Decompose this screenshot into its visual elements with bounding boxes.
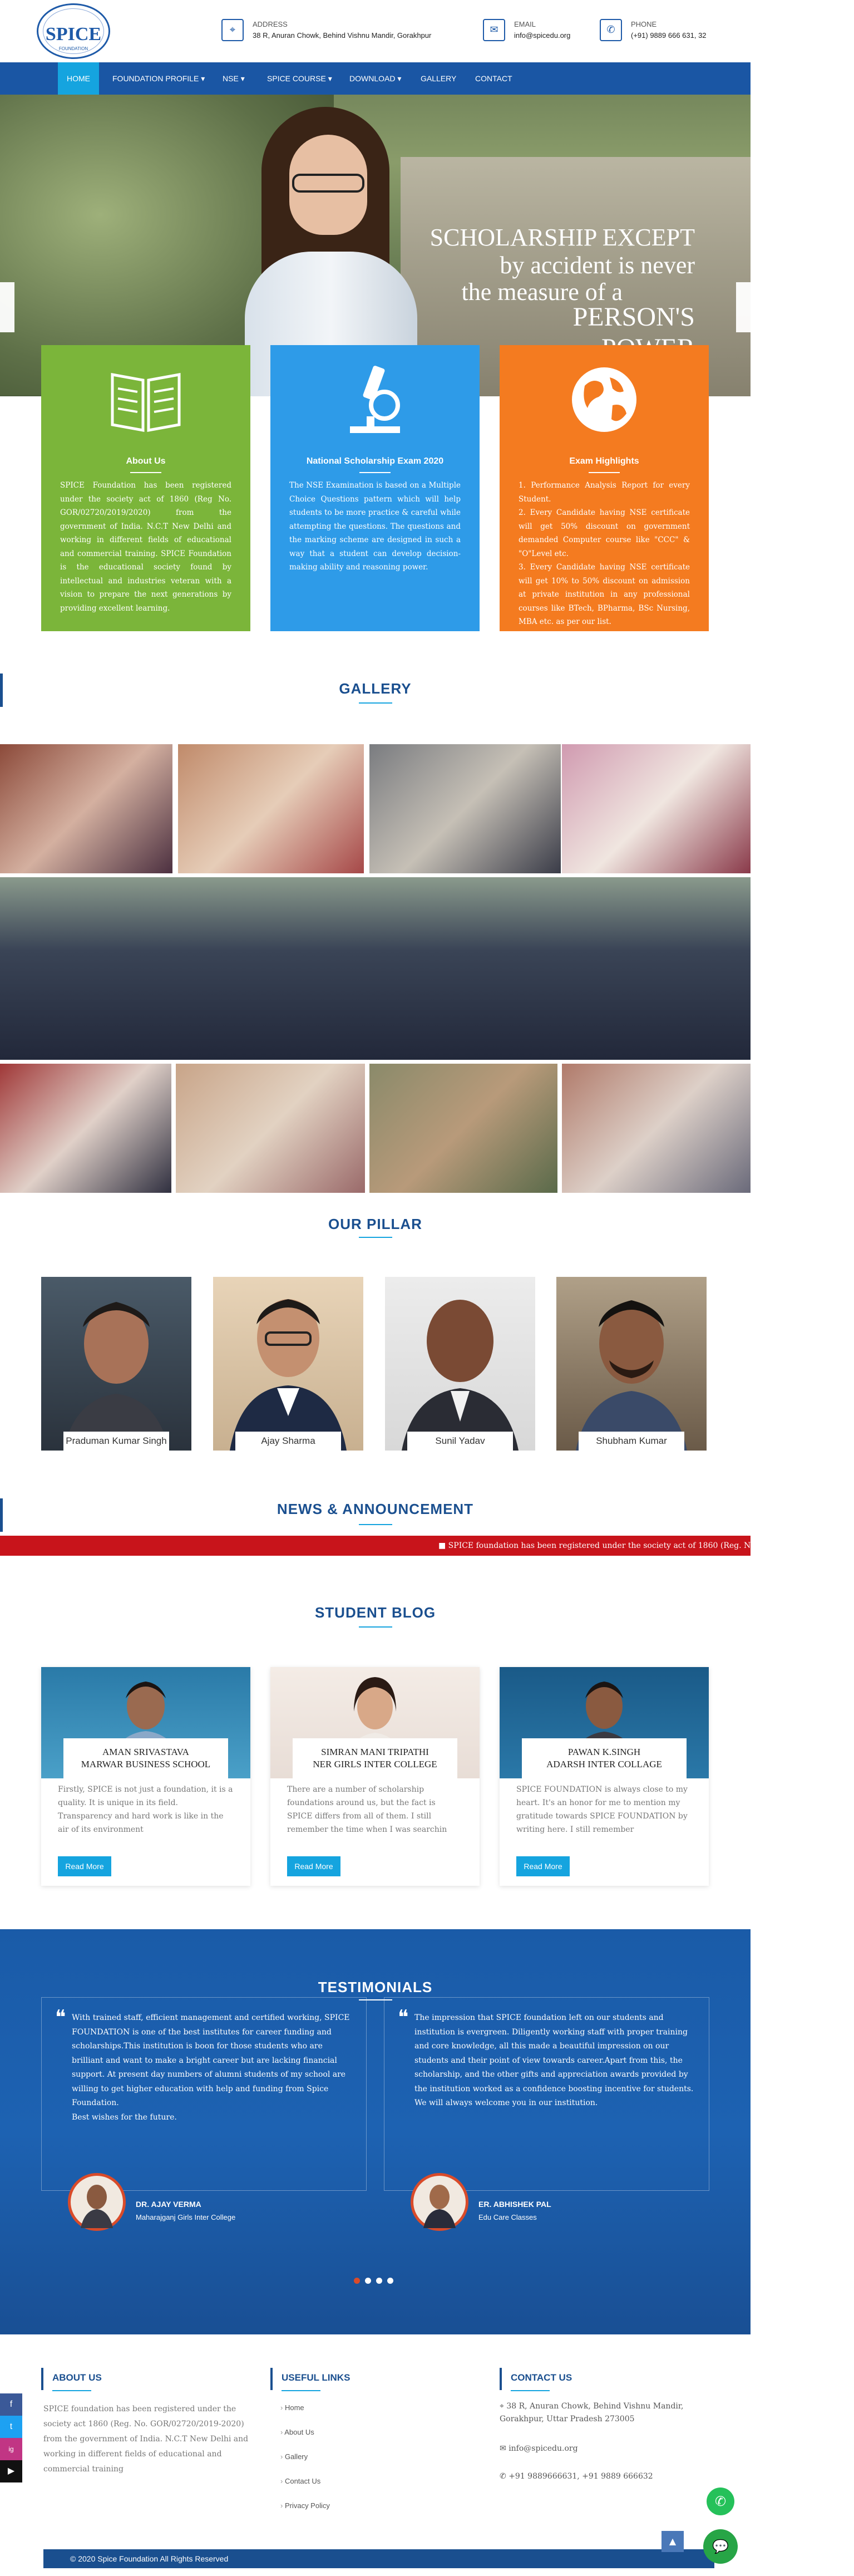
book-icon bbox=[41, 361, 250, 450]
title-underline bbox=[282, 2390, 320, 2391]
title-underline bbox=[511, 2390, 550, 2391]
chat-icon[interactable]: 💬 bbox=[703, 2529, 738, 2564]
footer-col-marker bbox=[41, 2368, 43, 2390]
phone-label: PHONE bbox=[631, 20, 657, 28]
chevron-down-icon: ▾ bbox=[201, 74, 205, 83]
feature-body: 1. Performance Analysis Report for every Student. 2. Every Candidate having NSE certificate will get 50% discount on government demanded Computer course like "CCC" & "O"Level etc. 3. Every Candidate having NSE certificate will get 10% to 50% discount on admission at private institution in any professional courses like BTech, BPharma, BSc Nursing, MBA etc. as per our list. bbox=[519, 481, 690, 626]
blog-excerpt: There are a number of scholarship foundations around us, but the fact is SPICE differs from all of them. I still remember the time when I was searchin bbox=[287, 1785, 447, 1834]
hero-line-1: SCHOLARSHIP EXCEPT bbox=[430, 224, 695, 251]
hero-line-4: PERSON'S bbox=[572, 302, 695, 332]
chevron-down-icon: ▾ bbox=[397, 74, 402, 83]
title-underline bbox=[130, 472, 161, 473]
nav-contact[interactable]: CONTACT bbox=[475, 74, 512, 83]
slider-prev-arrow[interactable] bbox=[0, 282, 14, 332]
news-ticker[interactable] bbox=[0, 1536, 854, 1556]
pillar-name: Shubham Kumar bbox=[579, 1432, 684, 1451]
blog-author-name: PAWAN K.SINGH bbox=[567, 1747, 641, 1757]
feature-about-us bbox=[41, 345, 250, 631]
nav-download-label: DOWNLOAD bbox=[349, 74, 396, 83]
quote-icon: ❝ bbox=[398, 2006, 409, 2028]
blog-author-school: MARWAR BUSINESS SCHOOL bbox=[81, 1759, 211, 1769]
title-underline bbox=[359, 472, 391, 473]
blog-excerpt: Firstly, SPICE is not just a foundation, it is a quality. It is unique in its field. Transparency and hard work is like in the air of its environment bbox=[58, 1785, 233, 1834]
pillar-card[interactable] bbox=[213, 1277, 363, 1451]
blog-author-name: AMAN SRIVASTAVA bbox=[102, 1747, 189, 1757]
header-email[interactable] bbox=[483, 19, 583, 43]
footer-phone-text[interactable]: +91 9889666631, +91 9889 666632 bbox=[509, 2472, 653, 2481]
gallery-photo[interactable] bbox=[0, 744, 172, 873]
quote-icon: ❝ bbox=[55, 2006, 66, 2028]
nav-gallery[interactable]: GALLERY bbox=[421, 74, 457, 83]
feature-title: National Scholarship Exam 2020 bbox=[306, 456, 444, 466]
instagram-icon[interactable]: ig bbox=[0, 2438, 22, 2460]
footer-about-title: ABOUT US bbox=[52, 2372, 102, 2383]
gallery-photo[interactable] bbox=[562, 1064, 751, 1193]
footer-link-privacy[interactable]: › Privacy Policy bbox=[280, 2501, 330, 2510]
feature-title: About Us bbox=[126, 456, 166, 466]
copyright-bar: © 2020 Spice Foundation All Rights Reserved bbox=[43, 2549, 714, 2568]
avatar bbox=[68, 2173, 126, 2231]
footer-link-home[interactable]: › Home bbox=[280, 2403, 304, 2412]
site-logo[interactable] bbox=[37, 3, 110, 59]
blog-author bbox=[293, 1738, 457, 1778]
carousel-dot-active[interactable] bbox=[354, 2278, 360, 2284]
pillar-title: OUR PILLAR bbox=[328, 1216, 422, 1232]
feature-exam-highlights bbox=[500, 345, 709, 631]
title-underline bbox=[359, 1626, 392, 1628]
title-underline bbox=[359, 1237, 392, 1238]
gallery-photo[interactable] bbox=[176, 1064, 365, 1193]
gallery-photo[interactable] bbox=[178, 744, 364, 873]
chevron-down-icon: ▾ bbox=[240, 74, 245, 83]
email-label: EMAIL bbox=[514, 20, 536, 28]
blog-card bbox=[500, 1667, 709, 1886]
feature-title: Exam Highlights bbox=[569, 456, 639, 466]
scroll-to-top-button[interactable]: ▲ bbox=[662, 2531, 684, 2552]
pillar-name: Praduman Kumar Singh bbox=[63, 1432, 169, 1451]
blog-author bbox=[522, 1738, 687, 1778]
nav-spice-course-label: SPICE COURSE bbox=[267, 74, 326, 83]
news-ticker-text[interactable]: ■ SPICE foundation has been registered under the society act of 1860 (Reg. No. GOR/02720/2019/2020) bbox=[438, 1541, 854, 1550]
footer-address-text: 38 R, Anuran Chowk, Behind Vishnu Mandir, Gorakhpur, Uttar Pradesh 273005 bbox=[500, 2402, 684, 2423]
pillar-card[interactable] bbox=[556, 1277, 707, 1451]
footer-contact-title: CONTACT US bbox=[511, 2372, 572, 2383]
nav-spice-course[interactable] bbox=[258, 62, 341, 95]
map-marker-icon: ⌖ bbox=[221, 19, 244, 41]
carousel-dot[interactable] bbox=[365, 2278, 371, 2284]
gallery-photo[interactable] bbox=[562, 744, 751, 873]
phone-icon: ✆ bbox=[600, 19, 622, 41]
blog-card bbox=[41, 1667, 250, 1886]
footer-link-about[interactable]: › About Us bbox=[280, 2428, 314, 2436]
gallery-photo[interactable] bbox=[0, 1064, 171, 1193]
slider-next-arrow[interactable] bbox=[736, 282, 751, 332]
blog-title: STUDENT BLOG bbox=[314, 1604, 436, 1621]
nav-foundation-profile-label: FOUNDATION PROFILE bbox=[112, 74, 199, 83]
gallery-photo-group[interactable] bbox=[0, 877, 751, 1060]
feature-body: SPICE Foundation has been registered under the society act of 1860 (Reg No. GOR/02720/2019/2020) from the government of India. N.C.T New Delhi and working in different fields of educational and commercial training. SPICE Foundation is the educational society found by intellectual and industries veteran with a vision to prepare the next generations by providing excellent learning. bbox=[60, 481, 231, 613]
logo-text: SPICE bbox=[45, 24, 102, 45]
phone-icon: ✆ bbox=[500, 2472, 509, 2481]
read-more-button[interactable]: Read More bbox=[516, 1856, 570, 1876]
testimonial-author: DR. AJAY VERMA bbox=[136, 2200, 201, 2209]
nav-nse-label: NSE bbox=[223, 74, 239, 83]
testimonial-card bbox=[384, 1997, 709, 2191]
envelope-icon: ✉ bbox=[483, 19, 505, 41]
blog-card bbox=[270, 1667, 480, 1886]
read-more-button[interactable]: Read More bbox=[58, 1856, 111, 1876]
footer-email-text[interactable]: info@spicedu.org bbox=[509, 2444, 578, 2453]
footer-col-marker bbox=[500, 2368, 502, 2390]
hero-line-3: the measure of a bbox=[461, 278, 623, 306]
avatar bbox=[411, 2173, 468, 2231]
youtube-icon[interactable]: ▶ bbox=[0, 2460, 22, 2482]
header-phone[interactable] bbox=[600, 19, 728, 43]
microscope-icon bbox=[270, 361, 480, 450]
facebook-icon[interactable]: f bbox=[0, 2393, 22, 2416]
testimonial-card bbox=[41, 1997, 367, 2191]
pillar-name: Ajay Sharma bbox=[235, 1432, 341, 1451]
address-value: 38 R, Anuran Chowk, Behind Vishnu Mandir, Gorakhpur bbox=[253, 31, 432, 40]
header-address bbox=[221, 19, 466, 43]
testimonial-author: ER. ABHISHEK PAL bbox=[478, 2200, 551, 2209]
title-underline bbox=[589, 472, 620, 473]
blog-author-school: NER GIRLS INTER COLLEGE bbox=[313, 1759, 437, 1769]
carousel-dot[interactable] bbox=[376, 2278, 382, 2284]
globe-icon bbox=[500, 361, 709, 450]
map-marker-icon: ⌖ bbox=[500, 2402, 507, 2411]
footer-link-gallery[interactable]: › Gallery bbox=[280, 2452, 308, 2461]
title-underline bbox=[52, 2390, 91, 2391]
nav-nse[interactable] bbox=[214, 62, 254, 95]
feature-body: The NSE Examination is based on a Multiple Choice Questions pattern which will help students to be more practice & careful while attempting the questions. The questions and the marking scheme are designed in such a way that a student can develop decision-making ability and reasoning power. bbox=[289, 481, 461, 572]
news-title: NEWS & ANNOUNCEMENT bbox=[277, 1501, 474, 1517]
footer-address bbox=[500, 2400, 705, 2426]
main-nav bbox=[0, 62, 751, 95]
top-header bbox=[0, 0, 751, 62]
phone-value[interactable]: (+91) 9889 666 631, 32 bbox=[631, 31, 707, 40]
gallery-photo[interactable] bbox=[369, 744, 561, 873]
blog-author-name: SIMRAN MANI TRIPATHI bbox=[321, 1747, 429, 1757]
nav-foundation-profile[interactable] bbox=[103, 62, 214, 95]
pillar-name: Sunil Yadav bbox=[407, 1432, 513, 1451]
feature-nse-2020 bbox=[270, 345, 480, 631]
testimonials-title: TESTIMONIALS bbox=[318, 1979, 433, 1995]
twitter-icon[interactable]: t bbox=[0, 2416, 22, 2438]
testimonial-org: Maharajganj Girls Inter College bbox=[136, 2213, 236, 2221]
address-label: ADDRESS bbox=[253, 20, 288, 28]
carousel-dot[interactable] bbox=[387, 2278, 393, 2284]
email-value[interactable]: info@spicedu.org bbox=[514, 31, 571, 40]
title-underline bbox=[359, 1524, 392, 1525]
testimonial-org: Edu Care Classes bbox=[478, 2213, 537, 2221]
chevron-down-icon: ▾ bbox=[328, 74, 332, 83]
footer-links-title: USEFUL LINKS bbox=[282, 2372, 351, 2383]
testimonial-text: The impression that SPICE foundation left on our students and institution is evergreen. Diligently working staff with proper training and core knowledge, all this made a beautiful impression on our students and their point of view towards career.Apart from this, the scholarship, and the other gifts and appreciation awards provided by the institution worked as a confidence boosting incentive for students. We will always welcome you in our institution. bbox=[414, 2013, 694, 2107]
read-more-button[interactable]: Read More bbox=[287, 1856, 340, 1876]
gallery-title: GALLERY bbox=[339, 680, 412, 697]
pillar-card[interactable] bbox=[41, 1277, 191, 1451]
footer-link-contact[interactable]: › Contact Us bbox=[280, 2477, 320, 2485]
nav-home[interactable]: HOME bbox=[58, 62, 99, 95]
footer-col-marker bbox=[270, 2368, 273, 2390]
hero-line-2: by accident is never bbox=[500, 252, 695, 279]
gallery-photo[interactable] bbox=[369, 1064, 557, 1193]
blog-author-school: ADARSH INTER COLLAGE bbox=[546, 1759, 662, 1769]
whatsapp-icon[interactable]: ✆ bbox=[707, 2487, 734, 2515]
footer-email[interactable] bbox=[500, 2442, 578, 2455]
footer-about-text: SPICE foundation has been registered under the society act 1860 (Reg. No. GOR/02720/2019-2020) from the government of India. N.C.T New Delhi and working in different fields of educational and commercial training bbox=[43, 2405, 249, 2474]
envelope-icon: ✉ bbox=[500, 2444, 509, 2453]
blog-author bbox=[63, 1738, 228, 1778]
nav-download[interactable] bbox=[340, 62, 410, 95]
footer-phone[interactable] bbox=[500, 2470, 653, 2483]
pillar-card[interactable] bbox=[385, 1277, 535, 1451]
testimonial-text: With trained staff, efficient management and certified working, SPICE FOUNDATION is one of the best institutes for career funding and scholarships.This institution is boon for those students who are brilliant and want to make a bright career but are lacking financial support. At present day numbers of alumni students of my school are willing to get higher education with help and funding from Spice Foundation. Best wishes for the future. bbox=[72, 2013, 350, 2122]
blog-excerpt: SPICE FOUNDATION is always close to my heart. It's an honor for me to mention my gratitude towards SPICE FOUNDATION by writing here. I still remember bbox=[516, 1785, 688, 1834]
title-underline bbox=[359, 702, 392, 704]
logo-subtext: FOUNDATION bbox=[58, 46, 88, 51]
